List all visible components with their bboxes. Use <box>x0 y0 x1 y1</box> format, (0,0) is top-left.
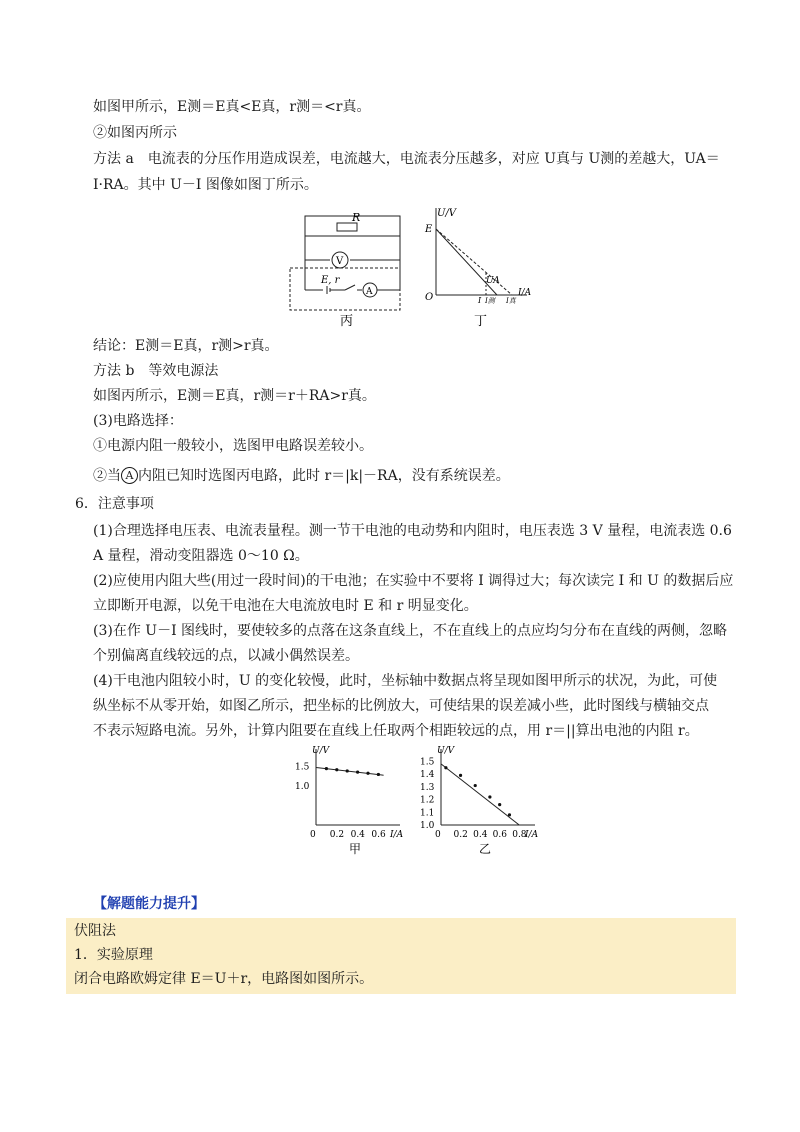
origin-label: 0 <box>310 830 316 840</box>
text-line: (4)干电池内阻较小时，U 的变化较慢，此时，坐标轴中数据点将呈现如图甲所示的状况，为此，可使 <box>93 673 718 689</box>
x-tick-label: 0.2 <box>329 830 345 840</box>
data-point <box>377 773 380 776</box>
emf-label: E <box>425 224 433 235</box>
ua-label: UA <box>486 276 500 286</box>
chart-caption: 甲 <box>349 842 362 855</box>
text-line: 1．实验原理 <box>74 947 153 963</box>
chart-jia <box>290 745 410 855</box>
text-line: 结论：E测＝E真，r测>r真。 <box>93 338 279 354</box>
figure-caption: 丁 <box>474 314 488 329</box>
section-title: 【解题能力提升】 <box>93 896 205 912</box>
origin-label: 0 <box>435 830 441 840</box>
text-fragment: 内阻已知时选图丙电路，此时 r＝|k|－RA，没有系统误差。 <box>138 468 510 484</box>
resistor-label: R <box>352 211 361 224</box>
y-tick-label: 1.2 <box>420 795 435 806</box>
y-tick-label: 1.0 <box>295 782 310 793</box>
text-line: (3)电路选择： <box>93 413 183 429</box>
data-point <box>488 795 491 798</box>
y-tick-label: 1.4 <box>420 770 435 781</box>
data-point <box>459 774 462 777</box>
ammeter-icon: A <box>121 467 138 484</box>
text-line: A 量程，滑动变阻器选 0～10 Ω。 <box>93 548 309 564</box>
y-tick-label: 1.3 <box>420 782 435 793</box>
text-line: 纵坐标不从零开始，如图乙所示，把坐标的比例放大，可使结果的误差减小些，此时图线与横轴交点 <box>93 698 709 714</box>
section-heading: 6．注意事项 <box>75 496 154 512</box>
i-true-label: I真 <box>506 297 516 305</box>
x-tick-label: 0.8 <box>512 830 527 840</box>
circuit-figure-bing <box>285 210 405 330</box>
data-point <box>474 784 477 787</box>
ui-graph-ding <box>422 203 542 330</box>
text-line: 不表示短路电流。另外，计算内阻要在直线上任取两个相距较远的点，用 r＝||算出电池的内阻 r。 <box>93 723 699 739</box>
text-line: (2)应使用内阻大些(用过一段时间)的干电池；在实验中不要将 I 调得过大；每次读完 I 和 U 的数据后应 <box>93 573 734 589</box>
text-line: (1)合理选择电压表、电流表量程。测一节干电池的电动势和内阻时，电压表选 3 V 量程，电流表选 0.6 <box>93 523 732 539</box>
voltmeter-label: V <box>336 256 344 267</box>
y-tick-label: 1.0 <box>420 821 435 831</box>
x-tick-label: 0.2 <box>453 830 468 840</box>
x-tick-label: 0.4 <box>350 830 365 840</box>
x-tick-label: 0.4 <box>473 830 488 840</box>
y-tick-label: 1.5 <box>420 757 435 768</box>
text-line: 如图丙所示，E测＝E真，r测＝r＋RA>r真。 <box>93 388 376 404</box>
text-line: 如图甲所示，E测＝E真<E真，r测＝<r真。 <box>93 99 371 115</box>
y-tick-label: 1.5 <box>295 762 310 773</box>
y-axis-label: U/V <box>437 208 457 219</box>
x-axis-label: I/A <box>390 830 404 840</box>
text-line: 方法 a 电流表的分压作用造成误差，电流越大，电流表分压越多，对应 U真与 U测的差越大，UA＝ <box>93 151 720 167</box>
text-line <box>93 466 510 486</box>
y-tick-label: 1.1 <box>420 808 435 819</box>
text-line: 立即断开电源，以免干电池在大电流放电时 E 和 r 明显变化。 <box>93 598 478 614</box>
ammeter-label: A <box>366 287 373 297</box>
text-line: 闭合电路欧姆定律 E＝U＋r，电路图如图所示。 <box>74 971 374 987</box>
data-point <box>366 772 369 775</box>
data-point <box>325 767 328 770</box>
x-tick-label: 0.6 <box>492 830 507 840</box>
x-axis-label: I/A <box>518 288 532 298</box>
text-line: 伏阻法 <box>74 923 116 939</box>
data-point <box>356 771 359 774</box>
data-point <box>346 769 349 772</box>
data-point <box>444 766 447 769</box>
x-axis-label: I/A <box>525 830 539 840</box>
text-line: ①电源内阻一般较小，选图甲电路误差较小。 <box>93 438 373 454</box>
text-line: I·RA。其中 U－I 图像如图丁所示。 <box>93 177 318 193</box>
i-meas-label: I测 <box>485 297 495 305</box>
data-point <box>498 803 501 806</box>
x-tick-label: 0.6 <box>371 830 386 840</box>
origin-label: O <box>425 292 434 303</box>
fit-line <box>441 764 519 825</box>
y-axis-label: U/V <box>437 746 455 756</box>
chart-yi <box>415 745 540 855</box>
figure-caption: 丙 <box>340 314 354 329</box>
text-line: ②如图丙所示 <box>93 125 177 141</box>
text-line: (3)在作 U－I 图线时，要使较多的点落在这条直线上，不在直线上的点应均匀分布在直线的两侧，忽略 <box>93 623 728 639</box>
data-point <box>508 813 511 816</box>
i-label: I <box>478 296 482 305</box>
text-line: 个别偏离直线较远的点，以减小偶然误差。 <box>93 648 359 664</box>
chart-caption: 乙 <box>479 842 492 855</box>
y-axis-label: U/V <box>312 746 330 756</box>
text-line: 方法 b 等效电源法 <box>93 363 219 379</box>
highlight-box <box>66 918 736 994</box>
data-point <box>335 768 338 771</box>
text-fragment: ②当 <box>93 468 121 484</box>
source-label: E, r <box>321 275 340 286</box>
